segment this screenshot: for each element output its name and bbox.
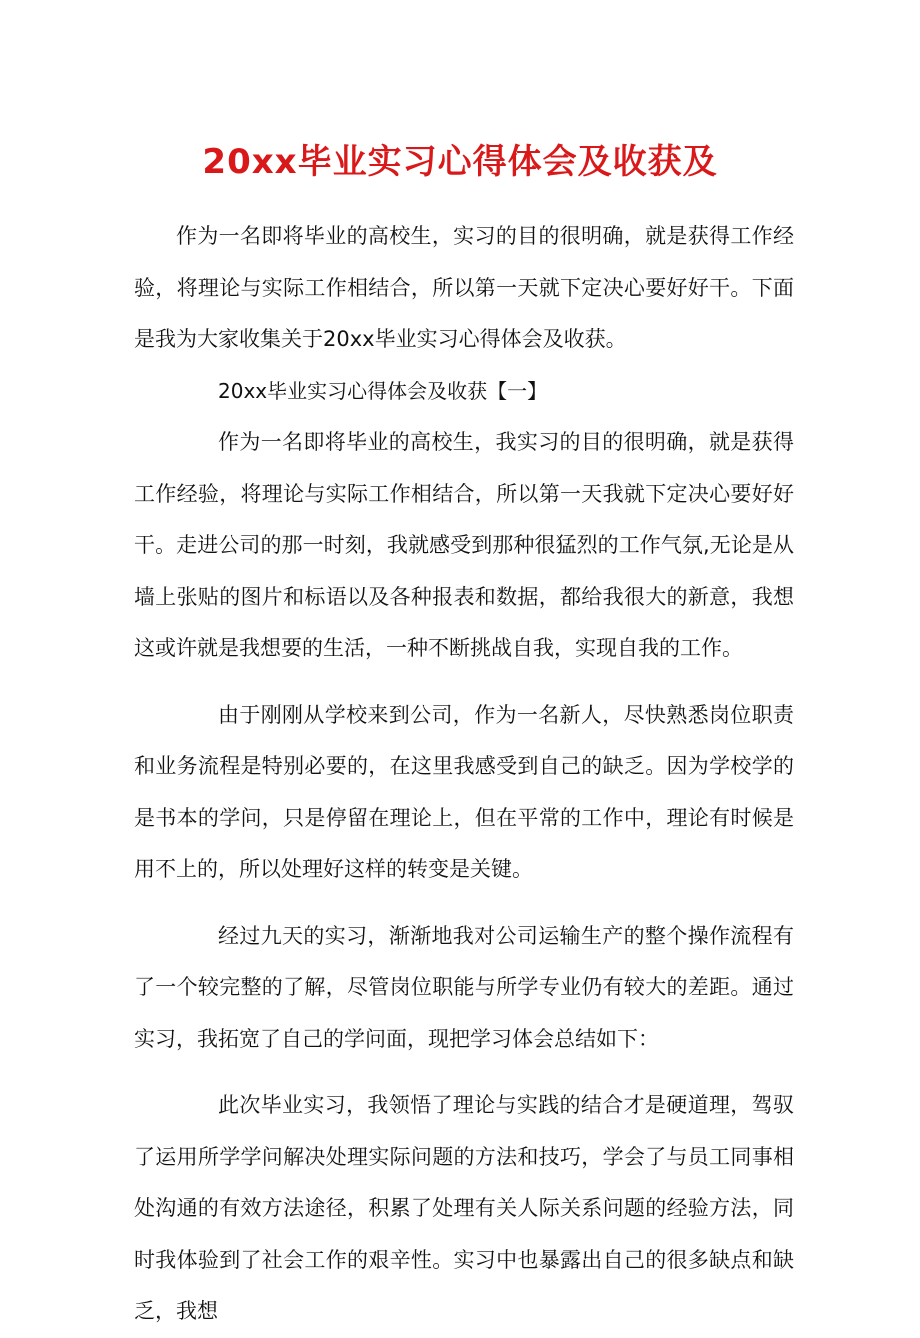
body-paragraph-4: 此次毕业实习，我领悟了理论与实践的结合才是硬道理，驾驭了运用所学学问解决处理实际问题的方法和技巧，学会了与员工同事相处沟通的有效方法途径，积累了处理有关人际关系问题的经验方法，同时我体验到了社会工作的艰辛性。实习中也暴露出自己的很多缺点和缺乏，我想 <box>134 1093 794 1323</box>
paragraph-gap <box>134 675 794 690</box>
paragraph-gap <box>134 896 794 911</box>
paragraph-gap <box>134 1065 794 1080</box>
document-body <box>134 211 794 1338</box>
body-paragraph-2: 由于刚刚从学校来到公司，作为一名新人，尽快熟悉岗位职责和业务流程是特别必要的，在这里我感受到自己的缺乏。因为学校学的是书本的学问，只是停留在理论上，但在平常的工作中，理论有时候是用不上的，所以处理好这样的转变是关键。 <box>134 702 794 881</box>
document-title: 20xx毕业实习心得体会及收获及 <box>202 142 718 182</box>
body-paragraph-1: 作为一名即将毕业的高校生，我实习的目的很明确，就是获得工作经验，将理论与实际工作相结合，所以第一天我就下定决心要好好干。走进公司的那一时刻，我就感受到那种很猛烈的工作气氛,无论是从墙上张贴的图片和标语以及各种报表和数据，都给我很大的新意，我想这或许就是我想要的生活，一种不断挑战自我，实现自我的工作。 <box>134 430 794 660</box>
body-paragraph-3: 经过九天的实习，渐渐地我对公司运输生产的整个操作流程有了一个较完整的了解，尽管岗位职能与所学专业仍有较大的差距。通过实习，我拓宽了自己的学问面，现把学习体会总结如下： <box>134 923 794 1051</box>
intro-paragraph: 作为一名即将毕业的高校生，实习的目的很明确，就是获得工作经验，将理论与实际工作相结合，所以第一天就下定决心要好好干。下面是我为大家收集关于20xx毕业实习心得体会及收获。 <box>134 224 794 351</box>
section-heading: 20xx毕业实习心得体会及收获【一】 <box>218 378 548 403</box>
